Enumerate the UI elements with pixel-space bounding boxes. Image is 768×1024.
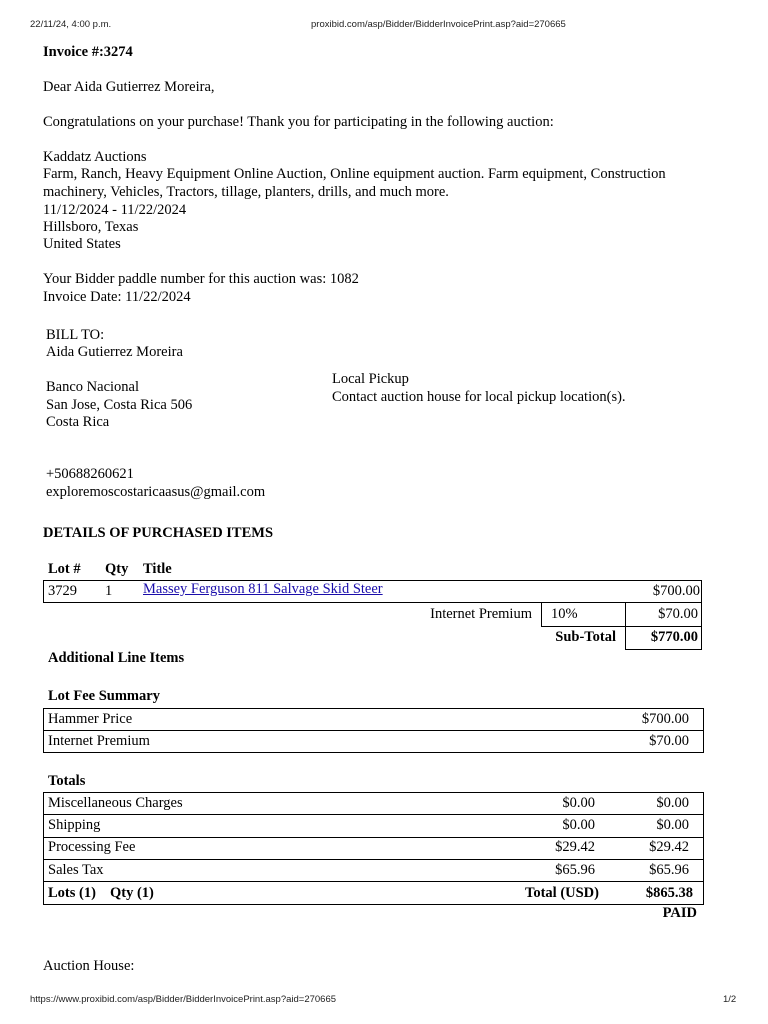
totals-divider <box>43 814 704 815</box>
greeting: Dear Aida Gutierrez Moreira, <box>43 79 215 95</box>
shipping-value: $0.00 <box>562 817 595 833</box>
total-label: Total (USD) <box>525 885 599 901</box>
auction-house-name: Kaddatz Auctions <box>43 149 147 165</box>
premium-amount: $70.00 <box>658 606 698 622</box>
bill-to-name: Aida Gutierrez Moreira <box>46 344 183 360</box>
col-title-header: Title <box>143 561 172 577</box>
pickup-title: Local Pickup <box>332 371 409 387</box>
processing-fee-label: Processing Fee <box>48 839 136 855</box>
totals-divider <box>43 837 704 838</box>
processing-fee-value: $29.42 <box>555 839 595 855</box>
pickup-note: Contact auction house for local pickup location(s). <box>332 389 626 405</box>
subtotal-label: Sub-Total <box>555 629 616 645</box>
sales-tax-label: Sales Tax <box>48 862 104 878</box>
misc-charges-value: $0.00 <box>562 795 595 811</box>
footer-url: https://www.proxibid.com/asp/Bidder/BidderInvoicePrint.asp?aid=270665 <box>30 994 337 1005</box>
item-lot: 3729 <box>48 583 77 599</box>
totals-divider <box>43 881 704 882</box>
page-number: 1/2 <box>723 994 737 1005</box>
total-qty: Qty (1) <box>110 885 154 901</box>
lot-fee-divider <box>43 730 704 731</box>
auction-description-line1: Farm, Ranch, Heavy Equipment Online Auction, Online equipment auction. Farm equipment, Construction <box>43 166 666 182</box>
processing-fee-total: $29.42 <box>649 839 689 855</box>
item-amount: $700.00 <box>652 583 700 599</box>
bill-to-phone: +50688260621 <box>46 466 134 482</box>
subtotal-amount: $770.00 <box>650 629 698 645</box>
col-lot-header: Lot # <box>48 561 81 577</box>
auction-country: United States <box>43 236 121 252</box>
bill-to-label: BILL TO: <box>46 327 105 343</box>
invoice-date: Invoice Date: 11/22/2024 <box>43 289 191 305</box>
auction-dates: 11/12/2024 - 11/22/2024 <box>43 202 187 218</box>
premium-rate: 10% <box>551 606 578 622</box>
total-lots: Lots (1) <box>48 885 96 901</box>
lot-fee-premium-label: Internet Premium <box>48 733 150 749</box>
shipping-label: Shipping <box>48 817 101 833</box>
totals-heading: Totals <box>48 773 86 789</box>
bill-to-email: exploremoscostaricaasus@gmail.com <box>46 484 266 500</box>
hammer-price-label: Hammer Price <box>48 711 133 727</box>
totals-divider <box>43 859 704 860</box>
paid-status: PAID <box>662 905 697 921</box>
print-datetime: 22/11/24, 4:00 p.m. <box>30 19 112 30</box>
sales-tax-value: $65.96 <box>555 862 595 878</box>
misc-charges-total: $0.00 <box>656 795 689 811</box>
misc-charges-label: Miscellaneous Charges <box>48 795 183 811</box>
bill-to-city: San Jose, Costa Rica 506 <box>46 397 193 413</box>
item-title-link[interactable]: Massey Ferguson 811 Salvage Skid Steer <box>143 581 383 597</box>
auction-house-label: Auction House: <box>43 958 135 974</box>
lot-fee-premium-amount: $70.00 <box>649 733 689 749</box>
bill-to-country: Costa Rica <box>46 414 110 430</box>
bill-to-company: Banco Nacional <box>46 379 140 395</box>
lot-fee-heading: Lot Fee Summary <box>48 688 160 704</box>
item-qty: 1 <box>105 583 113 599</box>
auction-description-line2: machinery, Vehicles, Tractors, tillage, planters, drills, and much more. <box>43 184 449 200</box>
paddle-number: Your Bidder paddle number for this auction was: 1082 <box>43 271 359 287</box>
hammer-price-amount: $700.00 <box>641 711 689 727</box>
congrats-text: Congratulations on your purchase! Thank you for participating in the following auction: <box>43 114 554 130</box>
premium-label: Internet Premium <box>430 606 532 622</box>
sales-tax-total: $65.96 <box>649 862 689 878</box>
additional-heading: Additional Line Items <box>48 650 185 666</box>
invoice-number: Invoice #:3274 <box>43 44 133 60</box>
shipping-total: $0.00 <box>656 817 689 833</box>
items-heading: DETAILS OF PURCHASED ITEMS <box>43 525 274 541</box>
total-amount: $865.38 <box>645 885 693 901</box>
auction-city: Hillsboro, Texas <box>43 219 139 235</box>
print-url: proxibid.com/asp/Bidder/BidderInvoicePrint.asp?aid=270665 <box>311 19 566 30</box>
col-qty-header: Qty <box>105 561 129 577</box>
